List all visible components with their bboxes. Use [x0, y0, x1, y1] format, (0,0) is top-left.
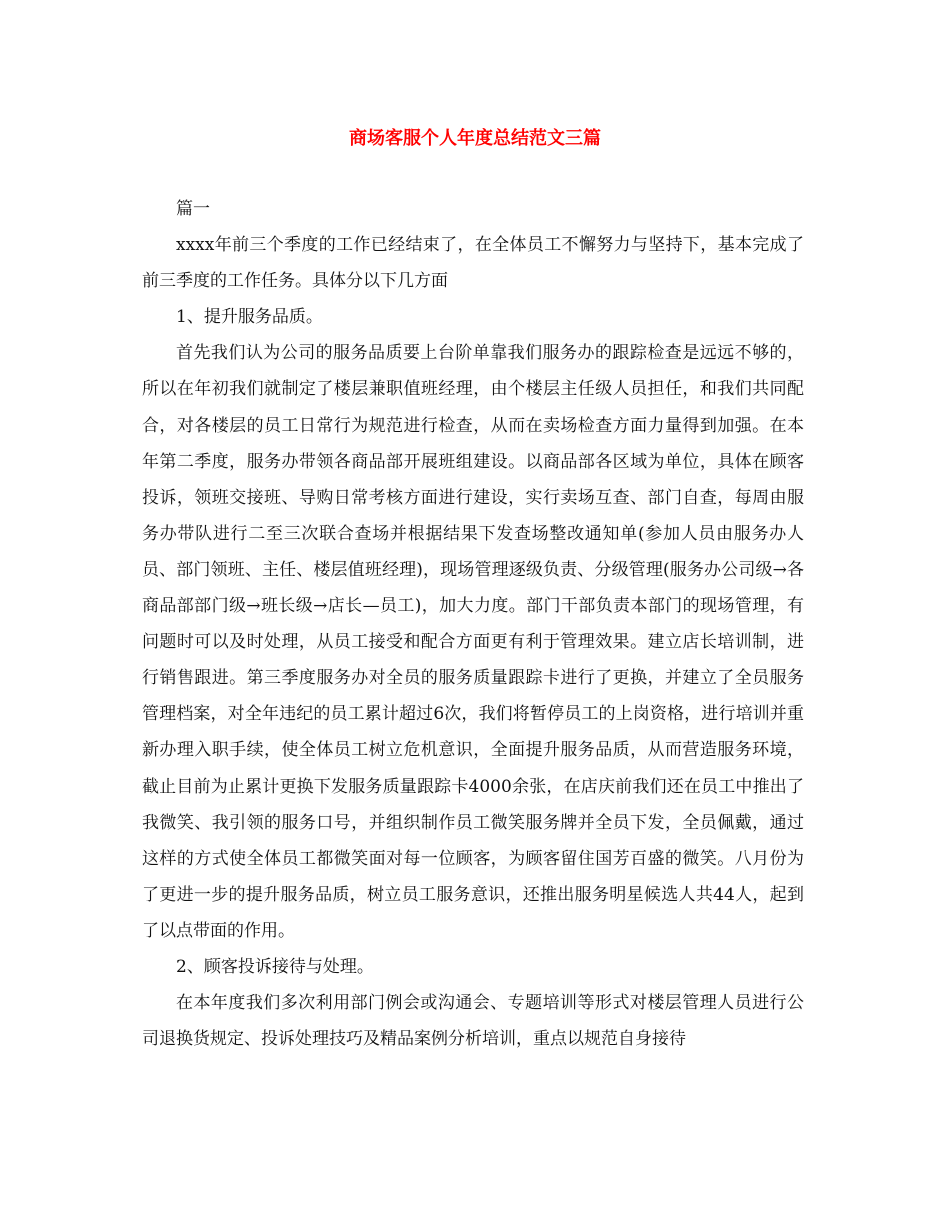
intro-paragraph: xxxx年前三个季度的工作已经结束了，在全体员工不懈努力与坚持下，基本完成了前三季度的工作任务。具体分以下几方面: [142, 235, 804, 292]
item-heading: 2、顾客投诉接待与处理。: [176, 956, 374, 977]
body-paragraph: 在本年度我们多次利用部门例会或沟通会、专题培训等形式对楼层管理人员进行公司退换货规定、投诉处理技巧及精品案例分析培训，重点以规范自身接待: [142, 993, 804, 1050]
item-heading: 1、提升服务品质。: [176, 307, 323, 328]
document-body: [142, 191, 804, 1057]
document-title: 商场客服个人年度总结范文三篇: [349, 128, 601, 149]
section-heading: 篇一: [176, 199, 210, 219]
body-paragraph: 首先我们认为公司的服务品质要上台阶单靠我们服务办的跟踪检查是远远不够的，所以在年初我们就制定了楼层兼职值班经理，由个楼层主任级人员担任，和我们共同配合，对各楼层的员工日常行为规范进行检查，从而在卖场检查方面力量得到加强。在本年第二季度，服务办带领各商品部开展班组建设。以商品部各区域为单位，具体在顾客投诉，领班交接班、导购日常考核方面进行建设，实行卖场互查、部门自查，每周由服务办带队进行二至三次联合查场并根据结果下发查场整改通知单(参加人员由服务办人员、部门领班、主任、楼层值班经理)，现场管理逐级负责、分级管理(服务办公司级→各商品部部门级→班长级→店长—员工)，加大力度。部门干部负责本部门的现场管理，有问题时可以及时处理，从员工接受和配合方面更有利于管理效果。建立店长培训制，进行销售跟进。第三季度服务办对全员的服务质量跟踪卡进行了更换，并建立了全员服务管理档案，对全年违纪的员工累计超过6次，我们将暂停员工的上岗资格，进行培训并重新办理入职手续，使全体员工树立危机意识，全面提升服务品质，从而营造服务环境，截止目前为止累计更换下发服务质量跟踪卡4000余张，在店庆前我们还在员工中推出了我微笑、我引领的服务口号，并组织制作员工微笑服务牌并全员下发，全员佩戴，通过这样的方式使全体员工都微笑面对每一位顾客，为顾客留住国芳百盛的微笑。八月份为了更进一步的提升服务品质，树立员工服务意识，还推出服务明星候选人共44人，起到了以点带面的作用。: [142, 343, 804, 941]
